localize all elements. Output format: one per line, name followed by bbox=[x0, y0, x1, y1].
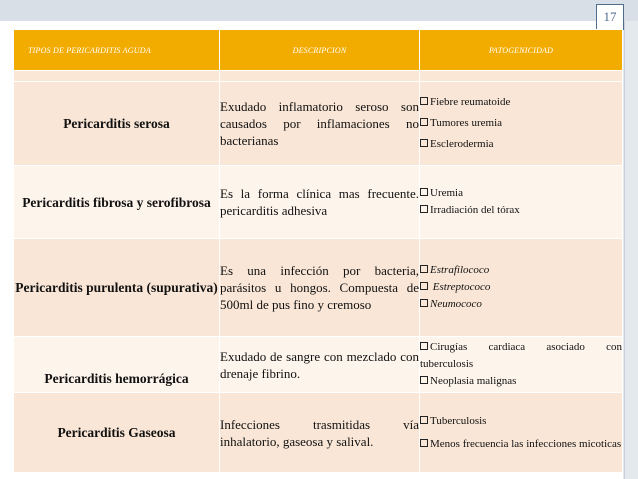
checkbox-bullet-icon bbox=[420, 342, 428, 350]
patogenicidad-item: Esclerodermia bbox=[420, 136, 622, 153]
patogenicidad-item: Menos frecuencia las infecciones micoticas bbox=[420, 433, 622, 456]
table-header-row bbox=[14, 30, 623, 71]
patogenicidad-item: Tuberculosis bbox=[420, 410, 622, 433]
descripcion-cell: Infecciones trasmitidas vía inhalatorio, gaseosa y salival. bbox=[220, 393, 420, 473]
checkbox-bullet-icon bbox=[420, 299, 428, 307]
patogenicidad-cell bbox=[420, 239, 623, 337]
tipo-cell: Pericarditis hemorrágica bbox=[14, 337, 220, 393]
patogenicidad-item: Neoplasia malignas bbox=[420, 373, 622, 390]
checkbox-bullet-icon bbox=[420, 97, 428, 105]
tipo-cell: Pericarditis serosa bbox=[14, 82, 220, 166]
patogenicidad-item: Irradiación del tórax bbox=[420, 202, 622, 219]
table-spacer-row bbox=[14, 71, 623, 82]
checkbox-bullet-icon bbox=[420, 139, 428, 147]
table-row bbox=[14, 337, 623, 393]
checkbox-bullet-icon bbox=[420, 439, 428, 447]
header-patogenicidad: PATOGENICIDAD bbox=[420, 30, 623, 71]
checkbox-bullet-icon bbox=[420, 376, 428, 384]
checkbox-bullet-icon bbox=[420, 416, 428, 424]
patogenicidad-cell bbox=[420, 337, 623, 393]
checkbox-bullet-icon bbox=[420, 265, 428, 273]
table-row bbox=[14, 393, 623, 473]
table-row bbox=[14, 82, 623, 166]
patogenicidad-item: Fiebre reumatoide bbox=[420, 94, 622, 111]
tipo-cell: Pericarditis purulenta (supurativa) bbox=[14, 239, 220, 337]
patogenicidad-cell bbox=[420, 393, 623, 473]
descripcion-cell: Exudado de sangre con mezclado con drenaje fibrino. bbox=[220, 337, 420, 393]
patogenicidad-item: Tumores uremia bbox=[420, 115, 622, 132]
table-row bbox=[14, 166, 623, 239]
pericarditis-table bbox=[13, 29, 623, 473]
patogenicidad-item: Cirugías cardiaca asociado con tuberculosis bbox=[420, 341, 622, 370]
patogenicidad-cell bbox=[420, 166, 623, 239]
page-number: 17 bbox=[596, 4, 624, 30]
patogenicidad-item: Estreptococo bbox=[420, 279, 622, 296]
checkbox-bullet-icon bbox=[420, 118, 428, 126]
header-tipos: TIPOS DE PERICARDITIS AGUDA bbox=[14, 30, 220, 71]
tipo-cell: Pericarditis Gaseosa bbox=[14, 393, 220, 473]
descripcion-cell: Es la forma clínica mas frecuente. pericarditis adhesiva bbox=[220, 166, 420, 239]
descripcion-cell: Es una infección por bacteria, parásitos u hongos. Compuesta de 500ml de pus fino y cremoso bbox=[220, 239, 420, 337]
slide-header-band bbox=[0, 0, 638, 21]
patogenicidad-item: Uremia bbox=[420, 185, 622, 202]
checkbox-bullet-icon bbox=[420, 205, 428, 213]
checkbox-bullet-icon bbox=[420, 282, 428, 290]
patogenicidad-item: Neumococo bbox=[420, 296, 622, 313]
patogenicidad-item: Estrafilococo bbox=[420, 262, 622, 279]
slide-right-rail bbox=[623, 21, 638, 479]
header-descripcion: DESCRIPCION bbox=[220, 30, 420, 71]
patogenicidad-cell bbox=[420, 82, 623, 166]
slide-right-rail-line bbox=[624, 21, 625, 479]
descripcion-cell: Exudado inflamatorio seroso son causados por inflamaciones no bacterianas bbox=[220, 82, 420, 166]
tipo-cell: Pericarditis fibrosa y serofibrosa bbox=[14, 166, 220, 239]
table-row bbox=[14, 239, 623, 337]
checkbox-bullet-icon bbox=[420, 188, 428, 196]
